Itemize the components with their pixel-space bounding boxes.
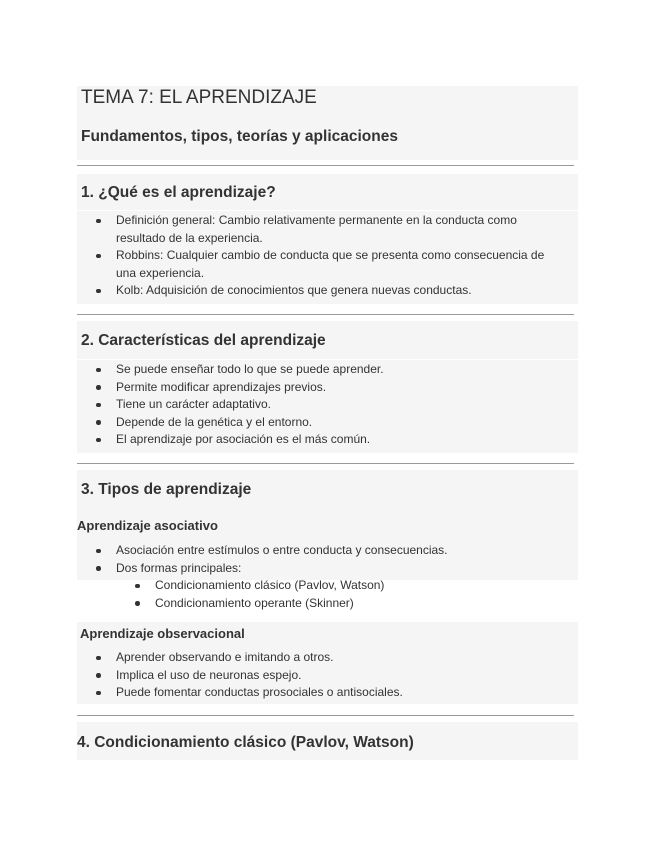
- bullet-icon: [96, 420, 101, 425]
- bullet-icon: [96, 673, 101, 678]
- list-item-continuation: [80, 230, 578, 248]
- observacional-list: [80, 649, 578, 702]
- subsection-asociativo-heading: Aprendizaje asociativo: [77, 518, 218, 533]
- list-item: [80, 542, 578, 560]
- bullet-icon: [135, 584, 140, 589]
- bullet-icon: [96, 566, 101, 571]
- list-item-text: Aprender observando e imitando a otros.: [116, 650, 334, 664]
- bullet-icon: [96, 368, 101, 373]
- list-item: [80, 396, 578, 414]
- list-item-text: Tiene un carácter adaptativo.: [116, 397, 271, 411]
- sub-list-item: [80, 595, 578, 613]
- list-item-text: Asociación entre estímulos o entre conducta y consecuencias.: [116, 543, 448, 557]
- bullet-icon: [96, 403, 101, 408]
- page-subtitle: Fundamentos, tipos, teorías y aplicaciones: [81, 128, 398, 145]
- sub-list-item: [80, 577, 578, 595]
- section-2-list: [80, 361, 578, 449]
- page-title: TEMA 7: EL APRENDIZAJE: [81, 87, 317, 108]
- section-4-heading: 4. Condicionamiento clásico (Pavlov, Watson): [77, 734, 414, 751]
- list-item: [80, 684, 578, 702]
- list-item-text: Implica el uso de neuronas espejo.: [116, 667, 302, 682]
- bullet-icon: [96, 289, 101, 294]
- section-2-heading: 2. Características del aprendizaje: [81, 332, 326, 349]
- list-item-text: Permite modificar aprendizajes previos.: [116, 379, 327, 394]
- bullet-icon: [96, 438, 101, 443]
- divider: [77, 314, 574, 315]
- list-item-text: Puede fomentar conductas prosociales o antisociales.: [116, 685, 403, 699]
- section-1-list: [80, 212, 578, 300]
- bullet-icon: [135, 601, 140, 606]
- divider: [77, 165, 574, 166]
- list-item-text: Definición general: Cambio relativamente permanente en la conducta como: [116, 213, 517, 227]
- list-item: [80, 649, 578, 667]
- list-item: [80, 431, 578, 449]
- list-item: [80, 560, 578, 578]
- list-item-text: Robbins: Cualquier cambio de conducta que se presenta como consecuencia de: [116, 248, 545, 262]
- list-item: [80, 379, 578, 397]
- asociativo-list: [80, 542, 578, 612]
- list-item: [80, 414, 578, 432]
- list-item-text: Condicionamiento operante (Skinner): [155, 595, 354, 610]
- list-item-text: Condicionamiento clásico (Pavlov, Watson): [155, 578, 385, 592]
- bullet-icon: [96, 385, 101, 390]
- bullet-icon: [96, 254, 101, 259]
- list-item-text: Dos formas principales:: [116, 560, 242, 575]
- list-item: [80, 667, 578, 685]
- list-item: [80, 361, 578, 379]
- list-item-text: Depende de la genética y el entorno.: [116, 414, 313, 429]
- bullet-icon: [96, 549, 101, 554]
- section-1-heading: 1. ¿Qué es el aprendizaje?: [81, 184, 276, 201]
- divider: [77, 463, 574, 464]
- list-item: [80, 282, 578, 300]
- list-item-text: resultado de la experiencia.: [116, 230, 263, 245]
- bullet-icon: [96, 691, 101, 696]
- divider: [77, 715, 574, 716]
- bullet-icon: [96, 219, 101, 224]
- list-item: [80, 212, 578, 230]
- list-item-text: una experiencia.: [116, 265, 205, 280]
- list-item-text: Kolb: Adquisición de conocimientos que genera nuevas conductas.: [116, 283, 472, 297]
- subsection-observacional-heading: Aprendizaje observacional: [80, 626, 245, 641]
- list-item-text: El aprendizaje por asociación es el más común.: [116, 432, 371, 446]
- section-3-heading: 3. Tipos de aprendizaje: [81, 481, 252, 498]
- bullet-icon: [96, 656, 101, 661]
- list-item-text: Se puede enseñar todo lo que se puede aprender.: [116, 362, 384, 376]
- list-item: [80, 247, 578, 265]
- list-item-continuation: [80, 265, 578, 283]
